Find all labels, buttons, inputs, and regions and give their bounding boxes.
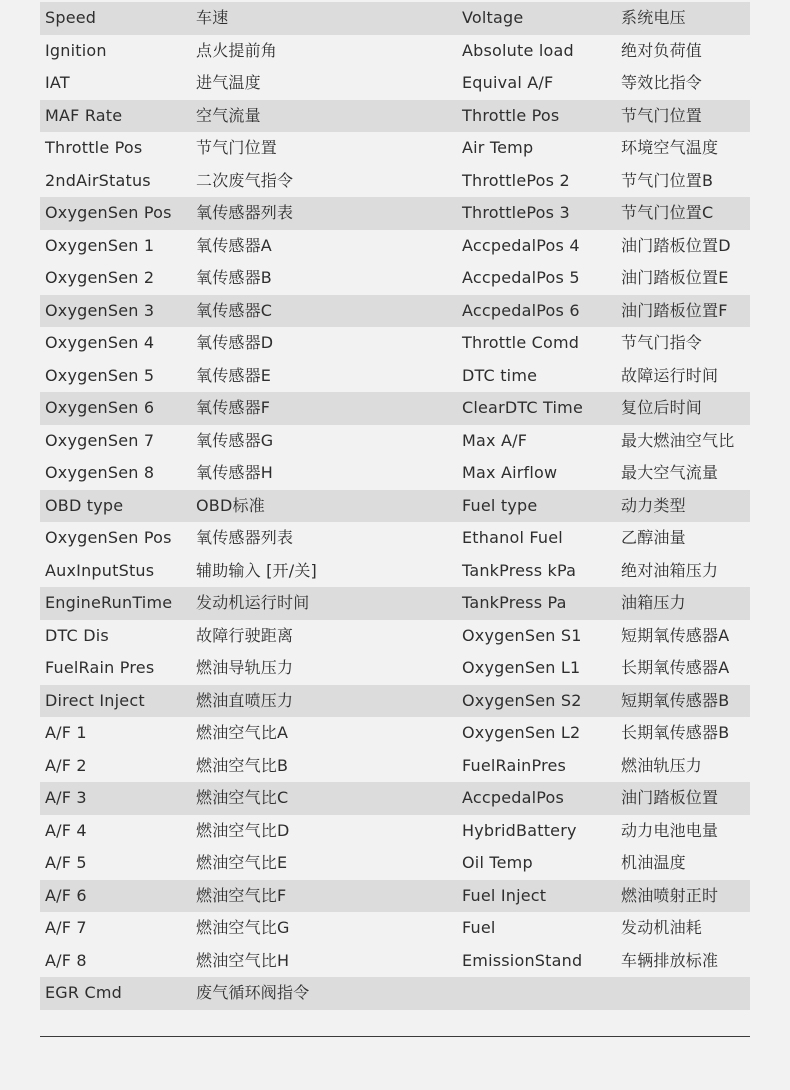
parameter-name-right: AccpedalPos 4 xyxy=(462,235,580,255)
parameter-label-right: 油门踏板位置D xyxy=(621,235,731,255)
parameter-name-right: Throttle Comd xyxy=(462,333,580,352)
parameter-label-right: 绝对油箱压力 xyxy=(621,560,719,580)
parameter-name-left: OxygenSen 5 xyxy=(45,365,155,385)
parameter-label-right: 节气门位置C xyxy=(621,203,714,222)
parameter-name-left: A/F 7 xyxy=(45,918,87,937)
parameter-name-right: Ethanol Fuel xyxy=(462,528,563,547)
parameter-name-right: Voltage xyxy=(462,8,524,27)
parameter-name-left: OxygenSen 6 xyxy=(45,398,155,417)
parameter-name-right: FuelRainPres xyxy=(462,755,567,775)
parameter-name-left: OxygenSen 7 xyxy=(45,430,155,450)
parameter-label-left: 点火提前角 xyxy=(196,40,278,60)
parameter-name-left: Direct Inject xyxy=(45,690,145,710)
parameter-name-left: A/F 2 xyxy=(45,755,87,775)
parameter-label-left: 燃油空气比A xyxy=(196,723,289,742)
parameter-label-left: 氧传感器G xyxy=(196,430,274,450)
table-row xyxy=(40,230,750,263)
table-row xyxy=(40,555,750,588)
parameter-name-right: EmissionStand xyxy=(462,950,583,970)
parameter-label-left: 燃油空气比E xyxy=(196,853,288,872)
table-row xyxy=(40,490,750,523)
parameter-label-right: 环境空气温度 xyxy=(621,138,719,157)
parameter-label-left: 氧传感器D xyxy=(196,333,274,352)
parameter-name-left: 2ndAirStatus xyxy=(45,170,151,190)
parameter-name-right: Max Airflow xyxy=(462,463,558,482)
parameter-label-left: 辅助输入 [开/关] xyxy=(196,560,317,580)
parameter-label-left: 发动机运行时间 xyxy=(196,593,310,612)
table-row xyxy=(40,100,750,133)
parameter-label-left: 进气温度 xyxy=(196,73,261,92)
parameter-name-left: OBD type xyxy=(45,495,124,515)
parameter-label-left: 氧传感器E xyxy=(196,365,272,385)
parameter-name-right: OxygenSen S2 xyxy=(462,690,582,710)
parameter-label-right: 最大空气流量 xyxy=(621,463,719,482)
table-row xyxy=(40,197,750,230)
table-row xyxy=(40,685,750,718)
table-row xyxy=(40,360,750,393)
table-row xyxy=(40,880,750,913)
table-row xyxy=(40,522,750,555)
parameter-name-right: AccpedalPos xyxy=(462,788,565,807)
parameter-name-right: HybridBattery xyxy=(462,820,577,840)
parameter-name-right: OxygenSen S1 xyxy=(462,625,582,645)
bottom-divider xyxy=(40,1036,750,1037)
parameter-label-right: 节气门位置B xyxy=(621,170,714,190)
parameter-name-right: Throttle Pos xyxy=(462,105,560,125)
parameter-label-left: 燃油空气比D xyxy=(196,820,290,840)
parameter-name-right: DTC time xyxy=(462,365,538,385)
parameter-name-right: Air Temp xyxy=(462,138,534,157)
parameter-name-left: A/F 1 xyxy=(45,723,87,742)
parameter-label-right: 短期氧传感器A xyxy=(621,625,730,645)
parameter-name-left: DTC Dis xyxy=(45,625,109,645)
parameter-label-right: 长期氧传感器B xyxy=(621,723,730,742)
parameter-label-right: 油门踏板位置E xyxy=(621,268,729,287)
parameter-label-left: 燃油导轨压力 xyxy=(196,658,294,677)
table-row xyxy=(40,35,750,68)
table-row xyxy=(40,750,750,783)
parameter-label-right: 节气门指令 xyxy=(621,333,703,352)
parameter-name-right: Equival A/F xyxy=(462,73,554,92)
parameter-name-left: A/F 6 xyxy=(45,885,87,905)
parameter-label-left: 故障行驶距离 xyxy=(196,625,294,645)
parameter-label-left: 空气流量 xyxy=(196,105,261,125)
parameter-label-right: 机油温度 xyxy=(621,853,686,872)
parameter-name-left: IAT xyxy=(45,73,70,92)
parameter-name-left: MAF Rate xyxy=(45,105,123,125)
parameter-name-left: OxygenSen 8 xyxy=(45,463,155,482)
parameter-label-left: 氧传感器H xyxy=(196,463,274,482)
parameter-name-left: OxygenSen 1 xyxy=(45,235,155,255)
parameter-name-right: OxygenSen L1 xyxy=(462,658,581,677)
parameter-label-left: 氧传感器F xyxy=(196,398,271,417)
table-row xyxy=(40,587,750,620)
table-row xyxy=(40,977,750,1010)
parameter-label-left: 燃油空气比F xyxy=(196,885,287,905)
table-row xyxy=(40,620,750,653)
table-row xyxy=(40,165,750,198)
parameter-label-left: 节气门位置 xyxy=(196,138,278,157)
parameter-label-left: 氧传感器列表 xyxy=(196,528,294,547)
parameter-name-right: TankPress kPa xyxy=(462,560,577,580)
parameter-label-left: 二次废气指令 xyxy=(196,170,294,190)
parameter-label-right: 燃油喷射正时 xyxy=(621,885,719,905)
parameter-name-right: ClearDTC Time xyxy=(462,398,584,417)
parameter-label-left: 氧传感器列表 xyxy=(196,203,294,222)
parameter-name-left: FuelRain Pres xyxy=(45,658,155,677)
parameter-name-right: Max A/F xyxy=(462,430,528,450)
parameter-name-left: A/F 3 xyxy=(45,788,87,807)
parameter-name-right: Fuel type xyxy=(462,495,538,515)
parameter-label-right: 故障运行时间 xyxy=(621,365,719,385)
parameter-name-left: AuxInputStus xyxy=(45,560,155,580)
parameter-label-left: 燃油空气比G xyxy=(196,918,290,937)
parameter-label-right: 发动机油耗 xyxy=(621,918,703,937)
parameter-label-left: 氧传感器A xyxy=(196,235,272,255)
parameter-name-left: Ignition xyxy=(45,40,107,60)
parameter-label-right: 等效比指令 xyxy=(621,73,703,92)
parameter-label-right: 油门踏板位置 xyxy=(621,788,719,807)
parameter-label-left: 燃油空气比H xyxy=(196,950,290,970)
parameter-name-left: Speed xyxy=(45,8,97,27)
parameter-label-left: 废气循环阀指令 xyxy=(196,983,310,1002)
parameter-label-left: 燃油空气比B xyxy=(196,755,289,775)
table-row xyxy=(40,457,750,490)
parameter-name-left: A/F 5 xyxy=(45,853,87,872)
parameter-name-left: A/F 4 xyxy=(45,820,87,840)
parameter-label-right: 复位后时间 xyxy=(621,398,703,417)
parameter-name-left: Throttle Pos xyxy=(45,138,143,157)
parameter-name-left: OxygenSen Pos xyxy=(45,528,172,547)
parameter-name-left: EngineRunTime xyxy=(45,593,173,612)
table-row xyxy=(40,912,750,945)
table-row xyxy=(40,945,750,978)
parameter-name-right: ThrottlePos 2 xyxy=(462,170,570,190)
table-row xyxy=(40,392,750,425)
parameter-name-left: OxygenSen 2 xyxy=(45,268,155,287)
table-row xyxy=(40,262,750,295)
parameter-label-right: 短期氧传感器B xyxy=(621,690,730,710)
parameter-label-left: OBD标准 xyxy=(196,495,265,515)
parameter-label-right: 车辆排放标准 xyxy=(621,950,719,970)
parameter-name-right: Oil Temp xyxy=(462,853,533,872)
parameter-name-left: OxygenSen 3 xyxy=(45,300,155,320)
table-row xyxy=(40,67,750,100)
table-row xyxy=(40,847,750,880)
table-row xyxy=(40,717,750,750)
parameter-label-right: 最大燃油空气比 xyxy=(621,430,735,450)
parameter-label-right: 节气门位置 xyxy=(621,105,703,125)
table-row xyxy=(40,652,750,685)
parameter-name-right: Fuel Inject xyxy=(462,885,547,905)
parameter-name-right: ThrottlePos 3 xyxy=(462,203,570,222)
parameter-name-left: OxygenSen 4 xyxy=(45,333,155,352)
parameter-name-right: Fuel xyxy=(462,918,496,937)
parameter-label-left: 氧传感器B xyxy=(196,268,272,287)
parameter-label-right: 长期氧传感器A xyxy=(621,658,730,677)
parameter-name-right: OxygenSen L2 xyxy=(462,723,581,742)
parameter-label-left: 氧传感器C xyxy=(196,300,273,320)
parameter-label-left: 燃油直喷压力 xyxy=(196,690,294,710)
parameter-label-right: 乙醇油量 xyxy=(621,528,686,547)
parameter-name-left: A/F 8 xyxy=(45,950,87,970)
parameter-label-left: 车速 xyxy=(196,8,229,27)
parameter-name-right: TankPress Pa xyxy=(462,593,567,612)
table-row xyxy=(40,782,750,815)
table-row xyxy=(40,2,750,35)
parameter-table xyxy=(40,2,750,1010)
parameter-label-right: 动力类型 xyxy=(621,495,686,515)
parameter-name-right: AccpedalPos 5 xyxy=(462,268,580,287)
table-row xyxy=(40,132,750,165)
parameter-name-right: AccpedalPos 6 xyxy=(462,300,580,320)
table-row xyxy=(40,425,750,458)
table-row xyxy=(40,327,750,360)
parameter-label-right: 油箱压力 xyxy=(621,593,686,612)
parameter-label-right: 油门踏板位置F xyxy=(621,300,728,320)
parameter-label-left: 燃油空气比C xyxy=(196,788,289,807)
table-row xyxy=(40,295,750,328)
parameter-name-left: EGR Cmd xyxy=(45,983,123,1002)
parameter-label-right: 动力电池电量 xyxy=(621,820,719,840)
parameter-name-left: OxygenSen Pos xyxy=(45,203,172,222)
parameter-label-right: 绝对负荷值 xyxy=(621,40,703,60)
parameter-label-right: 燃油轨压力 xyxy=(621,755,703,775)
parameter-name-right: Absolute load xyxy=(462,40,574,60)
table-row xyxy=(40,815,750,848)
parameter-label-right: 系统电压 xyxy=(621,8,686,27)
